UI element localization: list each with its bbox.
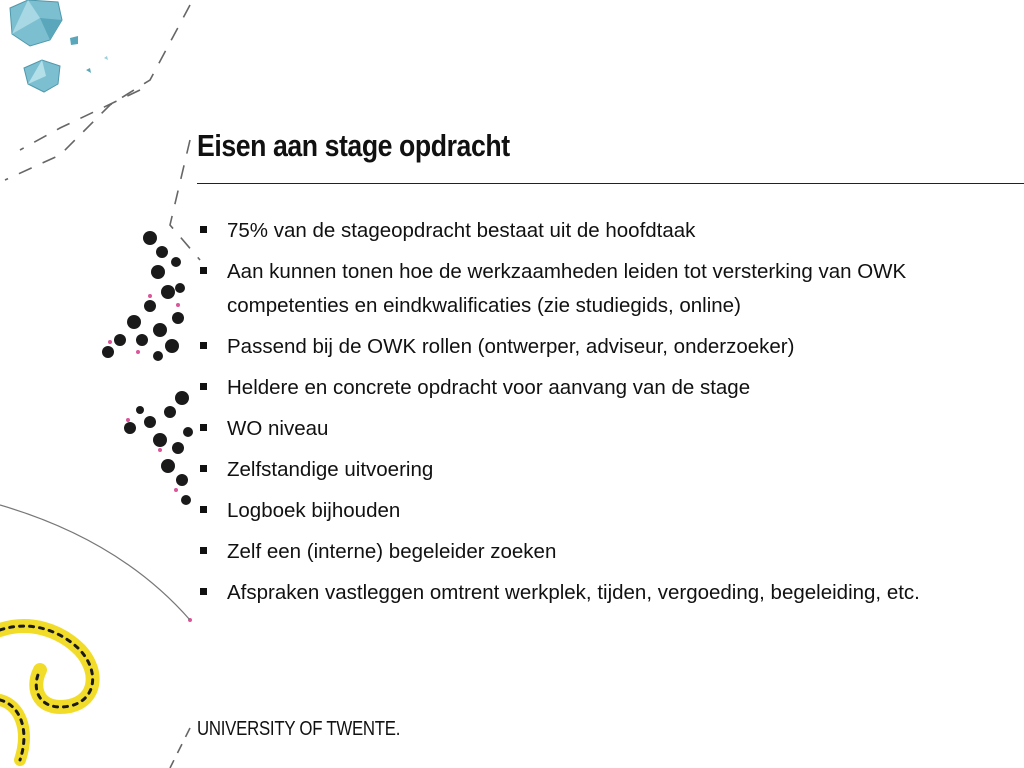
bullet-item: Zelf een (interne) begeleider zoeken bbox=[197, 535, 987, 569]
bullet-square-icon bbox=[200, 267, 207, 274]
bullet-list bbox=[197, 214, 987, 617]
university-logo: UNIVERSITY OF TWENTE. bbox=[197, 718, 401, 740]
bullet-square-icon bbox=[200, 465, 207, 472]
bullet-item: Zelfstandige uitvoering bbox=[197, 453, 987, 487]
arc-line-graphic bbox=[0, 505, 190, 620]
floral-pattern-graphic bbox=[102, 231, 193, 622]
bullet-item: 75% van de stageopdracht bestaat uit de hoofdtaak bbox=[197, 214, 987, 248]
bullet-square-icon bbox=[200, 424, 207, 431]
bullet-item: Aan kunnen tonen hoe de werkzaamheden leiden tot versterking van OWK competenties en eindkwalificaties (zie studiegids, online) bbox=[197, 255, 987, 323]
bullet-item: Heldere en concrete opdracht voor aanvang van de stage bbox=[197, 371, 987, 405]
bullet-item: Afspraken vastleggen omtrent werkplek, tijden, vergoeding, begeleiding, etc. bbox=[197, 576, 987, 610]
bullet-square-icon bbox=[200, 226, 207, 233]
dashed-line-bottom bbox=[170, 728, 190, 768]
bullet-square-icon bbox=[200, 342, 207, 349]
dashed-line-graphic bbox=[5, 5, 200, 260]
slide-title: Eisen aan stage opdracht bbox=[197, 128, 510, 163]
yellow-loop-graphic bbox=[0, 626, 93, 760]
bullet-square-icon bbox=[200, 588, 207, 595]
bullet-square-icon bbox=[200, 383, 207, 390]
bullet-item: Passend bij de OWK rollen (ontwerper, adviseur, onderzoeker) bbox=[197, 330, 987, 364]
title-divider bbox=[197, 183, 1024, 184]
bullet-item: Logboek bijhouden bbox=[197, 494, 987, 528]
bullet-square-icon bbox=[200, 547, 207, 554]
bullet-square-icon bbox=[200, 506, 207, 513]
bullet-item: WO niveau bbox=[197, 412, 987, 446]
blue-crystal-graphic bbox=[10, 0, 108, 92]
